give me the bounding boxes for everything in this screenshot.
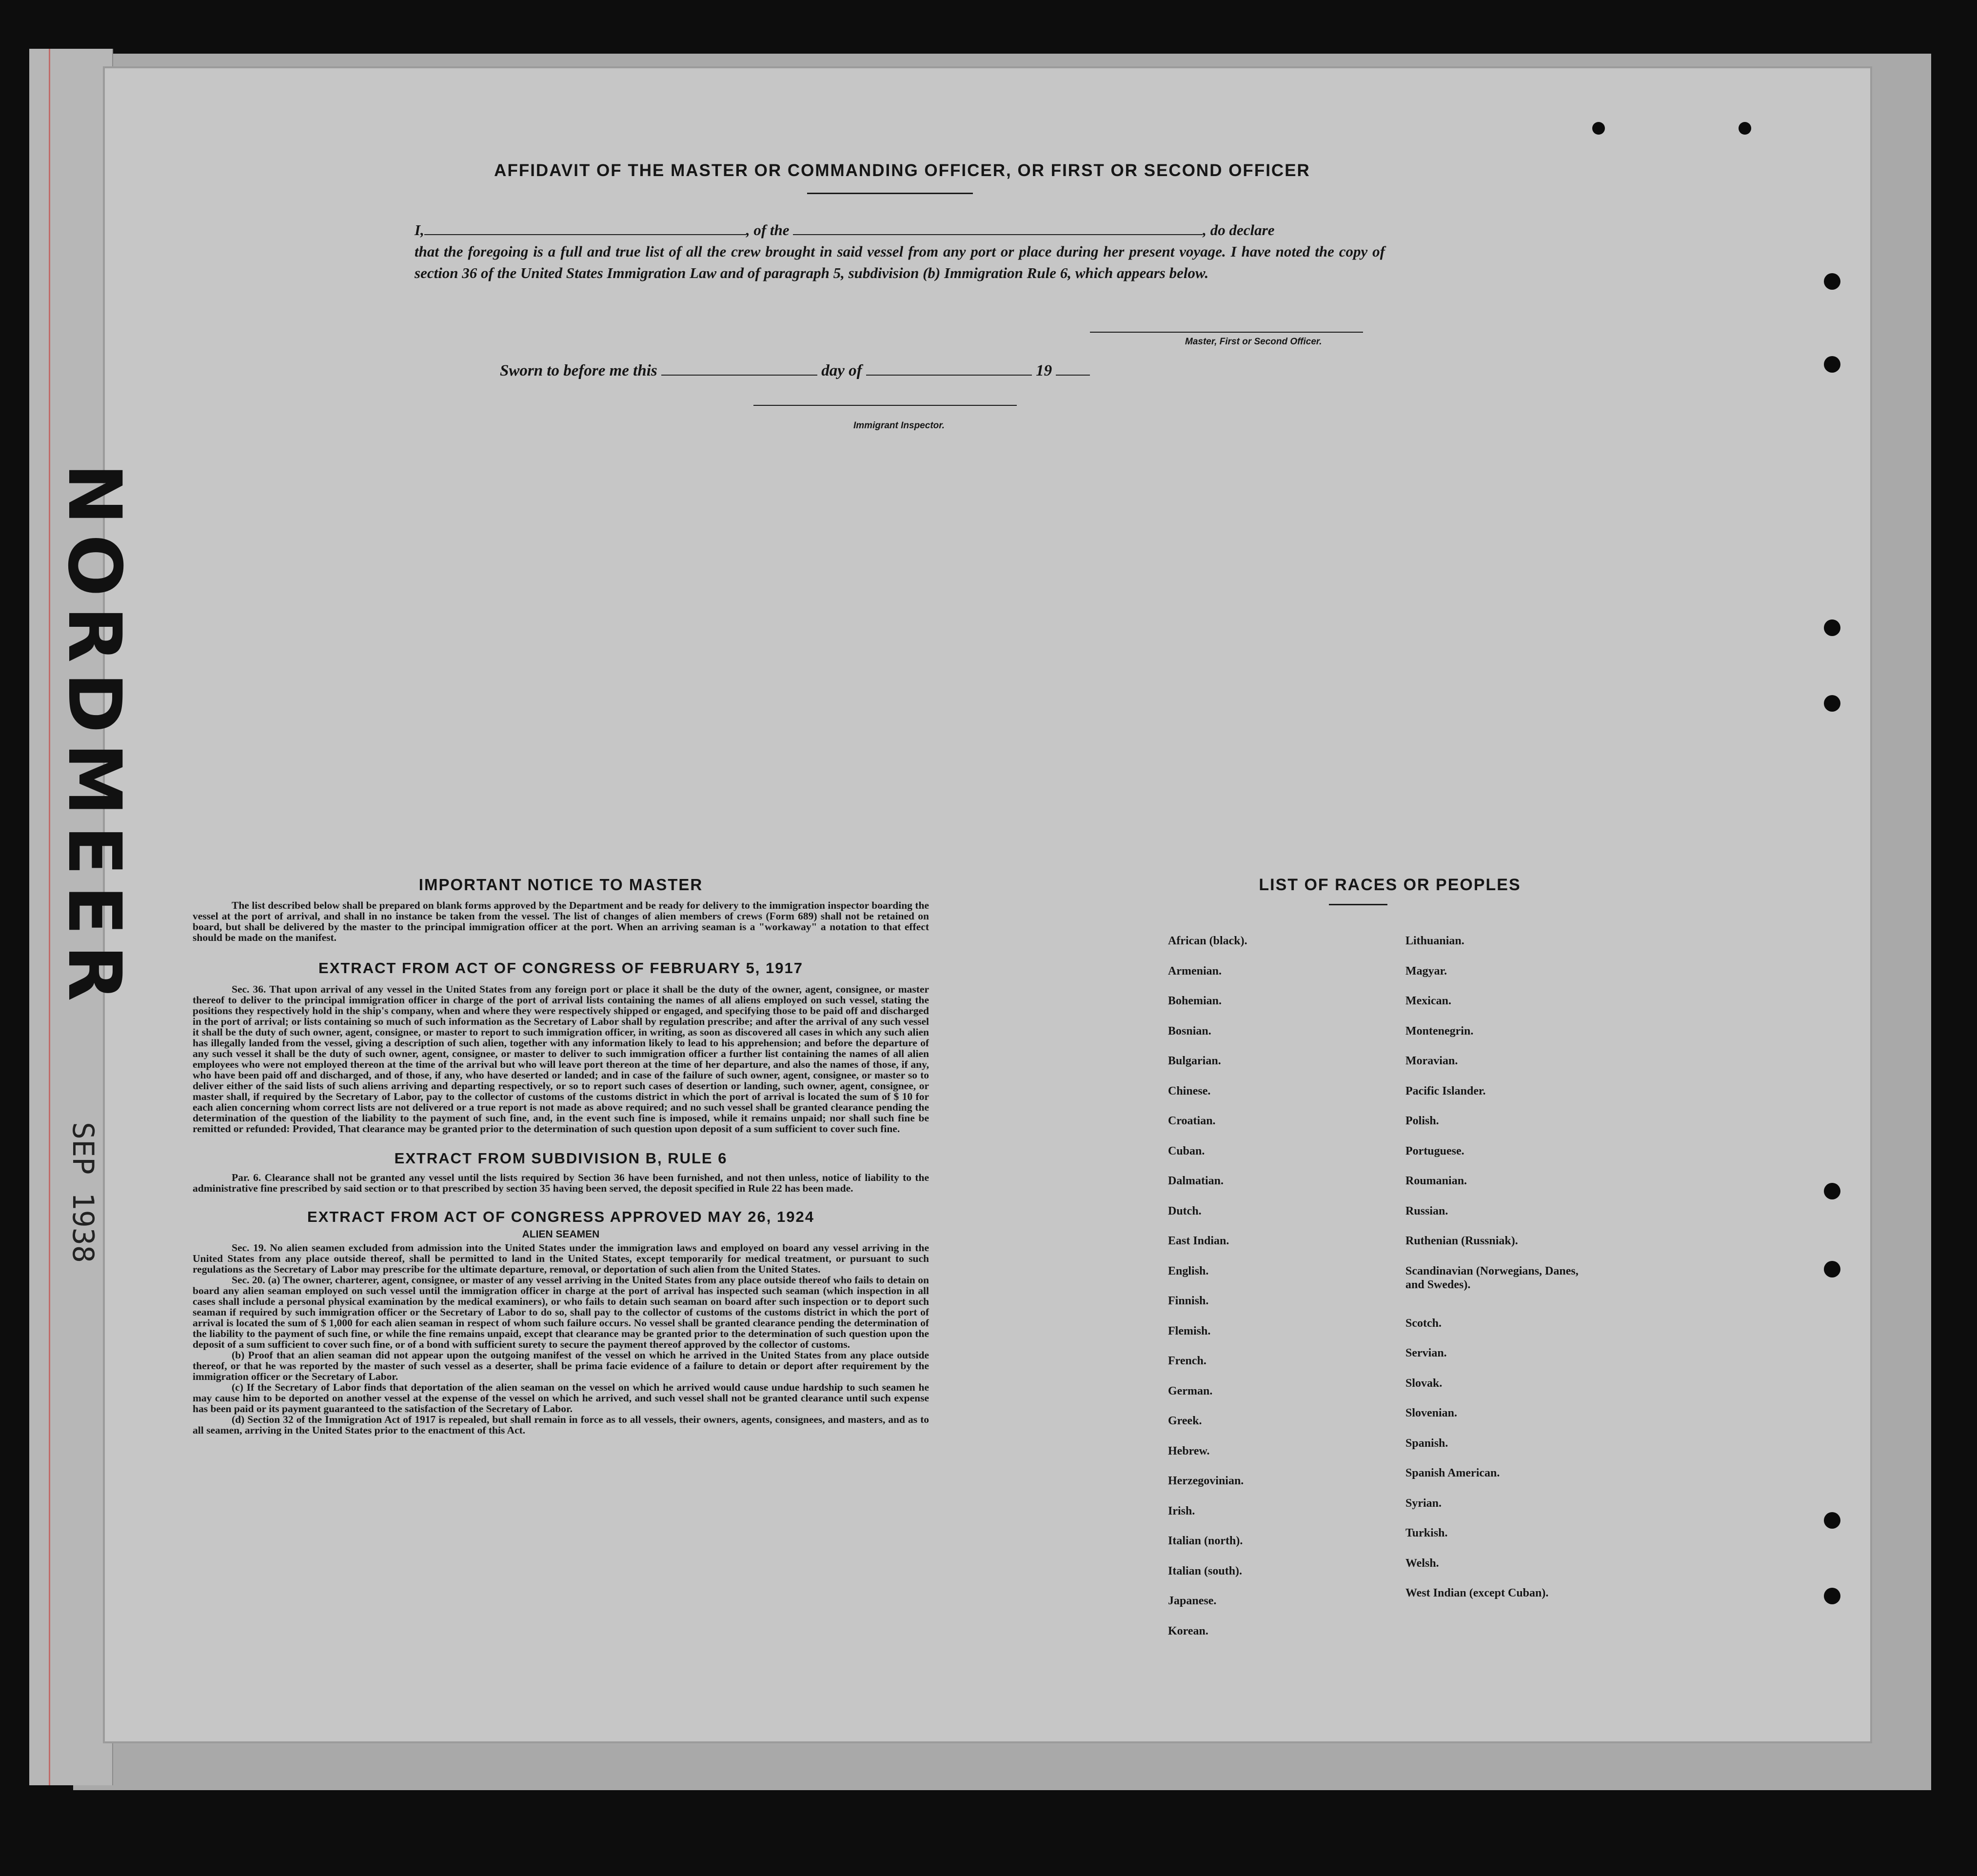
date-stamp: SEP 1938 (66, 1122, 100, 1263)
punch-hole-icon (1824, 695, 1840, 712)
sec19-text: Sec. 19. No alien seamen excluded from admission into the United States under the immigration laws and employed on board any vessel arriving in the United States from any place outside thereof, shall be permitted to land in the United States, except temporarily for medical treatment, or pursuant to such regulations as the Secretary of Labor may prescribe for the ultimate departure, removal, or deportation of such alien from the United States. (193, 1242, 929, 1275)
race-item: Montenegrin. (1405, 1024, 1474, 1038)
race-item: Dutch. (1168, 1204, 1202, 1217)
alien-seamen-heading: ALIEN SEAMEN (522, 1229, 600, 1240)
race-item: Syrian. (1405, 1497, 1442, 1510)
vessel-field[interactable] (793, 220, 1203, 235)
race-item: Portuguese. (1405, 1144, 1464, 1158)
race-item: Italian (north). (1168, 1535, 1243, 1547)
master-signature-line (1090, 332, 1363, 333)
race-item: English. (1168, 1264, 1209, 1277)
race-item: Mexican. (1405, 995, 1451, 1007)
race-item: Scandinavian (Norwegians, Danes, and Swedes). (1405, 1264, 1579, 1291)
punch-hole-icon (1739, 122, 1751, 135)
extract-rule6-title: EXTRACT FROM SUBDIVISION B, RULE 6 (394, 1150, 728, 1167)
race-item: Slovenian. (1405, 1407, 1458, 1419)
race-item: Herzegovinian. (1168, 1475, 1244, 1487)
race-item: Croatian. (1168, 1115, 1216, 1127)
race-item: Welsh. (1405, 1557, 1439, 1570)
extract-1917-title: EXTRACT FROM ACT OF CONGRESS OF FEBRUARY 5, 1917 (318, 959, 803, 977)
inspector-signature-line (753, 405, 1017, 406)
race-item: Bohemian. (1168, 995, 1222, 1007)
extract-rule6-text: Par. 6. Clearance shall not be granted any vessel until the lists required by Section 36 have been furnished, and not then unless, notice of liability to the administrative fine prescribed by said section or to that prescribed by section 35 having been served, the deposit specified in Rule 22 has been made. (193, 1172, 929, 1194)
races-columns (1168, 934, 1680, 1654)
race-item: Moravian. (1405, 1055, 1458, 1067)
notices-column (193, 876, 929, 1436)
affidavit-declaration: I, , of the , do declare that the foregoing is a full and true list of all the crew brought in said vessel from any port or place during her present voyage. I have noted the copy of section 36 of the United States Immigration Law and of paragraph 5, subdivision (b) Immigration Rule 6, which appears below. (415, 220, 1385, 284)
extract-1917-text: Sec. 36. That upon arrival of any vessel in the United States from any foreign port or place it shall be the duty of the owner, agent, consignee, or master thereof to deliver to the principal immigration officer in charge of the port of arrival lists containing the names of all aliens employed on such vessel, stating the positions they respectively hold in the ship's company, when and where they were respectively shipped or engaged, and specifying those to be paid off and discharged in the port of arrival; or lists containing so much of such information as the Secretary of Labor shall by regulation prescribe; and after the arrival of any such vessel it shall be the duty of such owner, agent, consignee, or master to report to such immigration officer, in writing, as soon as discovered all cases in which any such alien has illegally landed from the vessel, giving a description of such alien, together with any information likely to lead to his apprehension; and before the departure of any such vessel it shall be the duty of such owner, agent, consignee, or master to deliver to such immigration officer a further list containing the names of all alien employees who were not employed thereon at the time of the arrival but who will leave port thereon at the time of her departure, and also the names of those, if any, who have been paid off and discharged, and of those, if any, who have deserted or landed; and in case of the failure of such owner, agent, consignee, or master so to deliver either of the said lists of such aliens arriving and departing respectively, or so to report such cases of desertion or landing, such owner, agent, consignee, or master shall, if required by the Secretary of Labor, pay to the collector of customs of the customs district in which the port of arrival is located the sum of $ 10 for each alien concerning whom correct lists are not delivered or a true report is not made as above required; and no such vessel shall be granted clearance pending the determination of the question of the liability to the payment of such fine, and, in the event such fine is imposed, while it remains unpaid; nor shall such fine be remitted or refunded: Provided, That clearance may be granted prior to the determination of such question upon deposit of a sum sufficient to cover such fine. (193, 983, 929, 1135)
races-left-column (1168, 934, 1404, 1654)
race-item: Russian. (1405, 1204, 1448, 1217)
race-item: Italian (south). (1168, 1564, 1243, 1577)
notice-title: IMPORTANT NOTICE TO MASTER (418, 876, 703, 894)
races-right-column (1405, 934, 1642, 1654)
race-item: Hebrew. (1168, 1444, 1210, 1457)
sworn-year-field[interactable] (1056, 361, 1090, 376)
binder-margin-line (49, 49, 50, 1785)
race-item: Bosnian. (1168, 1024, 1211, 1038)
race-item: African (black). (1168, 935, 1247, 947)
affidavit-body: that the foregoing is a full and true list of all the crew brought in said vessel from any port or place during her present voyage. I have noted the copy of section 36 of the United States Immigration Law and of paragraph 5, subdivision (b) Immigration Rule 6, which appears below. (415, 243, 1385, 281)
sec20d-text: (d) Section 32 of the Immigration Act of 1917 is repealed, but shall remain in force as to all vessels, their owners, agents, consignees, and masters, and as to all seamen, arriving in the United States prior to the enactment of this Act. (193, 1414, 929, 1436)
punch-hole-icon (1824, 1261, 1840, 1277)
race-item: Irish. (1168, 1504, 1195, 1517)
punch-hole-icon (1592, 122, 1605, 135)
name-field[interactable] (424, 220, 746, 235)
races-title: LIST OF RACES OR PEOPLES (1259, 876, 1521, 894)
affidavit-title-rule (807, 193, 973, 194)
affidavit-title: AFFIDAVIT OF THE MASTER OR COMMANDING OFFICER, OR FIRST OR SECOND OFFICER (494, 161, 1310, 180)
notice-text: The list described below shall be prepared on blank forms approved by the Department and be ready for delivery to the immigration inspector boarding the vessel at the port of arrival, and shall in no instance be taken from the vessel. The list of changes of alien members of crews (Form 689) shall not be retained on board, but shall be delivered by the master to the principal immigration officer at the port. When an arriving seaman is a "workaway" a notation to that effect should be made on the manifest. (193, 899, 929, 943)
inspector-caption: Immigrant Inspector. (853, 420, 945, 431)
race-item: German. (1168, 1384, 1213, 1397)
race-item: Armenian. (1168, 964, 1222, 978)
race-item: Dalmatian. (1168, 1175, 1224, 1187)
sec20a-text: Sec. 20. (a) The owner, charterer, agent, consignee, or master of any vessel arriving in the United States from any place outside thereof who fails to detain on board any alien seaman employed on such vessel until the immigration officer in charge at the port of arrival has inspected such seaman (which inspection in all cases shall include a personal physical examination by the medical examiners), or who fails to detain such seaman on board after such inspection or to deport such seaman if required by such immigration officer or the Secretary of Labor to do so, shall pay to the collector of customs of the customs district in which the port of arrival is located the sum of $ 1,000 for each alien seaman in respect of whom such failure occurs. No vessel shall be granted clearance pending the determination of the liability to the payment of such fine, or while the fine remains unpaid, except that clearance may be granted prior to the determination of such question upon the deposit of a sum sufficient to cover such fine, or of a bond with sufficient surety to secure the payment thereof approved by the collector of customs. (193, 1274, 929, 1350)
punch-hole-icon (1824, 619, 1840, 636)
master-caption: Master, First or Second Officer. (1185, 337, 1322, 347)
extract-1924-title: EXTRACT FROM ACT OF CONGRESS APPROVED MAY 26, 1924 (307, 1208, 814, 1225)
race-item: Ruthenian (Russniak). (1405, 1235, 1518, 1247)
sworn-line: Sworn to before me this day of 19 (500, 361, 1090, 380)
race-item: Slovak. (1405, 1377, 1443, 1390)
punch-hole-icon (1824, 1512, 1840, 1529)
race-item: East Indian. (1168, 1235, 1229, 1247)
race-item: Servian. (1405, 1347, 1447, 1359)
races-list (1168, 876, 1680, 1637)
race-item: Spanish American. (1405, 1467, 1500, 1479)
race-item: Chinese. (1168, 1084, 1211, 1098)
sec20b-text: (b) Proof that an alien seaman did not appear upon the outgoing manifest of the vessel on which he arrived in the United States from any place outside thereof, or that he was reported by the master of such vessel as a deserter, shall be prima facie evidence of a failure to detain or deport after requirement by the immigration officer or the Secretary of Labor. (193, 1349, 929, 1382)
race-item: Bulgarian. (1168, 1055, 1221, 1067)
race-item: Cuban. (1168, 1144, 1205, 1158)
race-item: Pacific Islander. (1405, 1084, 1486, 1098)
race-item: Turkish. (1405, 1527, 1448, 1539)
race-item: Japanese. (1168, 1595, 1217, 1607)
sworn-day-field[interactable] (661, 361, 817, 376)
race-item: Flemish. (1168, 1324, 1211, 1337)
race-item: Korean. (1168, 1624, 1208, 1637)
race-item: West Indian (except Cuban). (1405, 1587, 1549, 1599)
race-item: Magyar. (1405, 964, 1447, 978)
punch-hole-icon (1824, 356, 1840, 373)
race-item: Greek. (1168, 1415, 1202, 1427)
race-item: Polish. (1405, 1115, 1439, 1127)
race-item: Finnish. (1168, 1295, 1209, 1307)
races-title-rule (1329, 904, 1387, 905)
manifest-page (105, 68, 1870, 1741)
punch-hole-icon (1824, 1183, 1840, 1199)
race-item: Spanish. (1405, 1437, 1448, 1450)
race-item: French. (1168, 1355, 1206, 1367)
race-item: Roumanian. (1405, 1175, 1467, 1187)
sworn-month-field[interactable] (866, 361, 1032, 376)
race-item: Lithuanian. (1405, 935, 1464, 947)
sec20c-text: (c) If the Secretary of Labor finds that deportation of the alien seaman on the vessel on which he arrived would cause undue hardship to such seamen he may cause him to be deported on another vessel at the expense of the vessel on which he arrived, and such vessel shall not be granted clearance until such expense has been paid or its payment guaranteed to the satisfaction of the Secretary of Labor. (193, 1381, 929, 1415)
punch-hole-icon (1824, 1588, 1840, 1604)
punch-hole-icon (1824, 273, 1840, 290)
handwritten-vessel-name: NORDMEER (52, 463, 137, 1011)
race-item: Scotch. (1405, 1317, 1442, 1330)
